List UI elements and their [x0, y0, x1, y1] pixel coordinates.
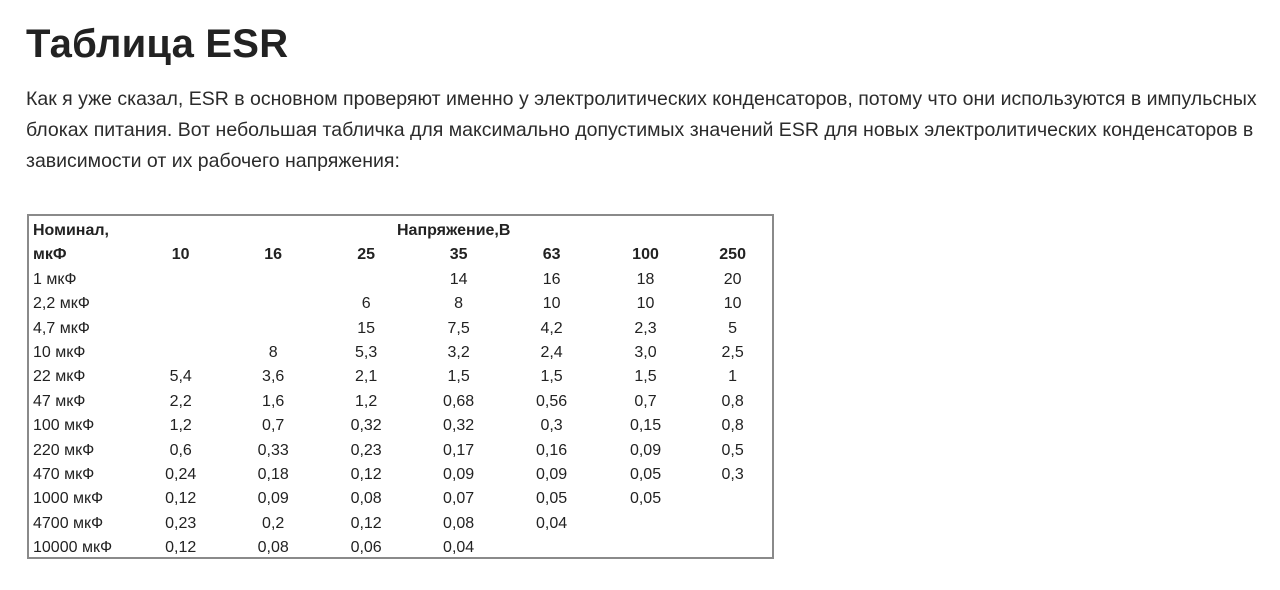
esr-value-cell: [226, 292, 320, 316]
esr-value-cell: [135, 341, 226, 365]
esr-value-cell: 0,05: [536, 490, 568, 508]
esr-value-cell: [598, 536, 693, 560]
esr-value-cell: 5,4: [169, 368, 192, 386]
esr-value-cell: 0,7: [262, 417, 285, 435]
esr-value-cell: [505, 536, 597, 560]
table-row: [33, 390, 772, 414]
esr-value-cell: 3,2: [447, 344, 470, 362]
esr-value-cell: 0,15: [629, 417, 662, 435]
table-row: [33, 268, 772, 292]
esr-value-cell: 5: [728, 319, 738, 337]
esr-value-cell: 4,2: [540, 319, 563, 337]
nominal-cell: 4,7 мкФ: [33, 319, 90, 337]
esr-value-cell: 0,32: [443, 417, 475, 435]
esr-value-cell: 0,6: [169, 441, 192, 459]
esr-value-cell: 0,08: [350, 490, 382, 508]
table-row: [33, 463, 772, 487]
esr-value-cell: 0,8: [721, 417, 744, 435]
esr-value-cell: 1,5: [540, 368, 563, 386]
esr-value-cell: 0,12: [350, 514, 382, 532]
esr-value-cell: [693, 512, 772, 536]
nominal-cell: 100 мкФ: [33, 417, 95, 435]
esr-value-cell: 0,56: [536, 392, 568, 410]
table-row: [33, 292, 772, 316]
table-row: [33, 536, 772, 560]
esr-value-cell: 2,1: [355, 368, 378, 386]
esr-value-cell: 0,05: [629, 490, 662, 508]
esr-value-cell: 0,8: [721, 392, 744, 410]
esr-value-cell: 0,5: [721, 441, 744, 459]
esr-table-header: [33, 219, 772, 268]
esr-value-cell: 1,5: [634, 368, 657, 386]
voltage-header-cell: 16: [264, 246, 283, 264]
esr-value-cell: 16: [542, 270, 561, 288]
nominal-cell: 2,2 мкФ: [33, 295, 90, 313]
esr-value-cell: 0,08: [257, 539, 289, 557]
voltage-header-cell: 100: [632, 246, 659, 264]
table-row: [33, 414, 772, 438]
nominal-cell: 1000 мкФ: [33, 490, 104, 508]
table-row: [33, 365, 772, 389]
esr-value-cell: 6: [361, 295, 371, 313]
esr-value-cell: 3,0: [634, 344, 657, 362]
header-row-1: [33, 219, 772, 243]
nominal-cell: 47 мкФ: [33, 392, 86, 410]
esr-table-frame: [27, 214, 774, 559]
nominal-cell: 4700 мкФ: [33, 514, 104, 532]
table-row: [33, 439, 772, 463]
esr-value-cell: 0,07: [443, 490, 475, 508]
esr-value-cell: 0,12: [350, 466, 382, 484]
esr-value-cell: 0,08: [443, 514, 475, 532]
esr-value-cell: 0,23: [165, 514, 197, 532]
esr-value-cell: 0,18: [257, 466, 289, 484]
esr-value-cell: 10: [636, 295, 655, 313]
esr-value-cell: 0,17: [443, 441, 475, 459]
nominal-cell: 10 мкФ: [33, 344, 86, 362]
esr-value-cell: 0,3: [540, 417, 563, 435]
esr-value-cell: 0,06: [350, 539, 382, 557]
esr-value-cell: 0,3: [721, 466, 744, 484]
esr-value-cell: 15: [357, 319, 376, 337]
esr-value-cell: 3,6: [262, 368, 285, 386]
esr-value-cell: 0,23: [350, 441, 382, 459]
esr-value-cell: 1,5: [447, 368, 470, 386]
nominal-cell: 470 мкФ: [33, 466, 95, 484]
esr-value-cell: 0,09: [257, 490, 289, 508]
voltage-header-cell: 25: [357, 246, 376, 264]
header-nominal-label: Номинал,: [33, 222, 109, 239]
esr-value-cell: 1,2: [169, 417, 192, 435]
table-row: [33, 487, 772, 511]
esr-value-cell: [135, 317, 226, 341]
esr-value-cell: [693, 487, 772, 511]
header-nominal-unit: мкФ: [33, 246, 67, 264]
nominal-cell: 22 мкФ: [33, 368, 86, 386]
intro-paragraph: Как я уже сказал, ESR в основном проверяют именно у электролитических конденсаторов, потому что они используются в импульсных блоках питания. Вот небольшая табличка для максимально допустимых значений ESR для новых электролитических конденсаторов в зависимости от их рабочего напряжения:: [26, 88, 1257, 172]
esr-table: [33, 219, 772, 561]
esr-value-cell: 7,5: [447, 319, 470, 337]
page-title: Таблица ESR: [26, 22, 289, 66]
esr-value-cell: 1: [728, 368, 738, 386]
esr-value-cell: 0,04: [443, 539, 475, 557]
esr-value-cell: [135, 292, 226, 316]
table-row: [33, 512, 772, 536]
esr-value-cell: 0,7: [634, 392, 657, 410]
nominal-cell: 220 мкФ: [33, 441, 95, 459]
esr-value-cell: 0,33: [257, 441, 289, 459]
esr-value-cell: [135, 268, 226, 292]
esr-value-cell: 2,4: [540, 344, 563, 362]
header-row-2: [33, 243, 772, 267]
esr-value-cell: [320, 268, 412, 292]
esr-value-cell: 18: [636, 270, 655, 288]
esr-value-cell: [693, 536, 772, 560]
esr-value-cell: 0,2: [262, 514, 285, 532]
esr-value-cell: 0,32: [350, 417, 382, 435]
esr-value-cell: [598, 512, 693, 536]
esr-value-cell: 0,12: [165, 539, 197, 557]
esr-value-cell: 0,09: [443, 466, 475, 484]
nominal-cell: 10000 мкФ: [33, 539, 113, 557]
esr-value-cell: 0,68: [443, 392, 475, 410]
esr-value-cell: 0,05: [629, 466, 662, 484]
esr-table-body: [33, 268, 772, 561]
voltage-header-cell: 250: [719, 246, 746, 264]
table-row: [33, 317, 772, 341]
esr-value-cell: 14: [449, 270, 468, 288]
esr-value-cell: [226, 317, 320, 341]
esr-value-cell: 8: [268, 344, 278, 362]
esr-value-cell: 1,2: [355, 392, 378, 410]
nominal-cell: 1 мкФ: [33, 270, 77, 288]
esr-value-cell: 10: [542, 295, 561, 313]
esr-value-cell: 0,12: [165, 490, 197, 508]
esr-value-cell: 8: [454, 295, 464, 313]
voltage-header-cell: 63: [542, 246, 561, 264]
esr-value-cell: 0,16: [536, 441, 568, 459]
esr-value-cell: 0,09: [536, 466, 568, 484]
table-row: [33, 341, 772, 365]
esr-value-cell: [226, 268, 320, 292]
esr-value-cell: 2,3: [634, 319, 657, 337]
esr-value-cell: 0,24: [165, 466, 197, 484]
esr-value-cell: 20: [723, 270, 742, 288]
esr-value-cell: 10: [723, 295, 742, 313]
esr-value-cell: 2,5: [721, 344, 744, 362]
esr-value-cell: 0,04: [536, 514, 568, 532]
esr-value-cell: 0,09: [629, 441, 662, 459]
esr-value-cell: 5,3: [355, 344, 378, 362]
header-voltage-label: Напряжение,В: [396, 222, 511, 239]
esr-value-cell: 1,6: [262, 392, 285, 410]
voltage-header-cell: 35: [449, 246, 468, 264]
voltage-header-cell: 10: [171, 246, 190, 264]
esr-value-cell: 2,2: [169, 392, 192, 410]
